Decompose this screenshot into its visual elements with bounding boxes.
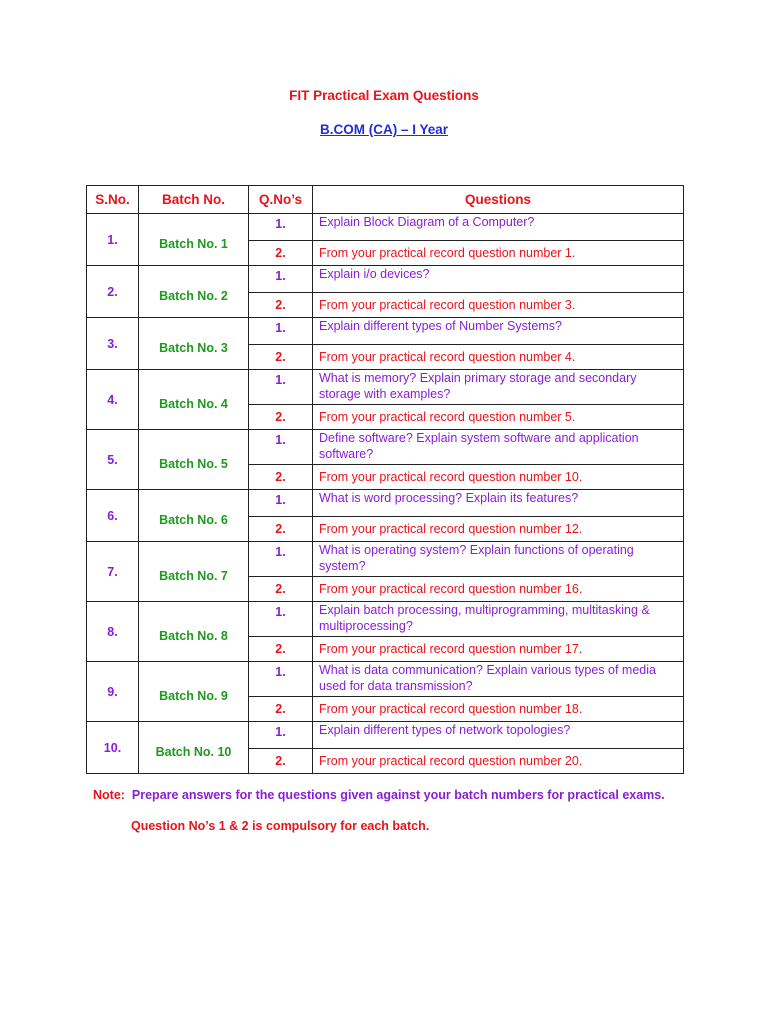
table-row: [87, 490, 684, 517]
question-cell: From your practical record question number 4.: [313, 345, 684, 370]
table-row: [87, 214, 684, 241]
header-questions: Questions: [313, 186, 684, 214]
table-row: [87, 722, 684, 749]
sno-cell: 1.: [87, 214, 139, 266]
question-cell: From your practical record question number 5.: [313, 405, 684, 430]
qno-cell: 2.: [249, 697, 313, 722]
question-cell: From your practical record question number 18.: [313, 697, 684, 722]
question-cell: Explain batch processing, multiprogramming, multitasking & multiprocessing?: [313, 602, 684, 637]
batch-cell: Batch No. 10: [139, 722, 249, 774]
table-row: [87, 542, 684, 577]
question-cell: From your practical record question number 20.: [313, 749, 684, 774]
sno-cell: 5.: [87, 430, 139, 490]
batch-cell: Batch No. 9: [139, 662, 249, 722]
sno-cell: 4.: [87, 370, 139, 430]
sno-cell: 2.: [87, 266, 139, 318]
table-row: [87, 430, 684, 465]
qno-cell: 2.: [249, 749, 313, 774]
qno-cell: 2.: [249, 517, 313, 542]
question-cell: Explain Block Diagram of a Computer?: [313, 214, 684, 241]
note-paragraph: [93, 788, 665, 802]
page-subtitle: B.COM (CA) – I Year: [319, 122, 449, 137]
qno-cell: 1.: [249, 266, 313, 293]
batch-cell: Batch No. 7: [139, 542, 249, 602]
compulsory-note: Question No’s 1 & 2 is compulsory for each batch.: [131, 819, 430, 833]
qno-cell: 1.: [249, 542, 313, 577]
header-qno: Q.No’s: [249, 186, 313, 214]
qno-cell: 1.: [249, 602, 313, 637]
header-sno: S.No.: [87, 186, 139, 214]
question-cell: Define software? Explain system software and application software?: [313, 430, 684, 465]
sno-cell: 10.: [87, 722, 139, 774]
batch-cell: Batch No. 1: [139, 214, 249, 266]
table-row: [87, 602, 684, 637]
table-row: [87, 318, 684, 345]
qno-cell: 1.: [249, 662, 313, 697]
qno-cell: 2.: [249, 637, 313, 662]
sno-cell: 7.: [87, 542, 139, 602]
question-cell: Explain i/o devices?: [313, 266, 684, 293]
sno-cell: 3.: [87, 318, 139, 370]
question-cell: What is word processing? Explain its features?: [313, 490, 684, 517]
qno-cell: 1.: [249, 214, 313, 241]
header-batch: Batch No.: [139, 186, 249, 214]
qno-cell: 1.: [249, 318, 313, 345]
qno-cell: 1.: [249, 490, 313, 517]
table-row: [87, 662, 684, 697]
page-title: FIT Practical Exam Questions: [289, 88, 479, 103]
batch-cell: Batch No. 3: [139, 318, 249, 370]
qno-cell: 2.: [249, 465, 313, 490]
question-cell: From your practical record question number 3.: [313, 293, 684, 318]
sno-cell: 8.: [87, 602, 139, 662]
batch-cell: Batch No. 6: [139, 490, 249, 542]
note-text: Prepare answers for the questions given against your batch numbers for practical exams.: [131, 788, 665, 802]
question-cell: Explain different types of network topologies?: [313, 722, 684, 749]
qno-cell: 1.: [249, 430, 313, 465]
table-row: [87, 370, 684, 405]
qno-cell: 2.: [249, 577, 313, 602]
question-cell: From your practical record question number 16.: [313, 577, 684, 602]
qno-cell: 2.: [249, 405, 313, 430]
qno-cell: 1.: [249, 370, 313, 405]
table-row: [87, 266, 684, 293]
qno-cell: 2.: [249, 345, 313, 370]
question-cell: What is data communication? Explain various types of media used for data transmission?: [313, 662, 684, 697]
question-cell: What is memory? Explain primary storage and secondary storage with examples?: [313, 370, 684, 405]
question-cell: From your practical record question number 17.: [313, 637, 684, 662]
question-cell: From your practical record question number 10.: [313, 465, 684, 490]
question-cell: From your practical record question number 1.: [313, 241, 684, 266]
qno-cell: 2.: [249, 293, 313, 318]
qno-cell: 1.: [249, 722, 313, 749]
sno-cell: 6.: [87, 490, 139, 542]
qno-cell: 2.: [249, 241, 313, 266]
questions-table: [86, 185, 684, 774]
batch-cell: Batch No. 8: [139, 602, 249, 662]
question-cell: From your practical record question number 12.: [313, 517, 684, 542]
table-header-row: [87, 186, 684, 214]
batch-cell: Batch No. 5: [139, 430, 249, 490]
batch-cell: Batch No. 4: [139, 370, 249, 430]
question-cell: What is operating system? Explain functions of operating system?: [313, 542, 684, 577]
sno-cell: 9.: [87, 662, 139, 722]
batch-cell: Batch No. 2: [139, 266, 249, 318]
question-cell: Explain different types of Number Systems?: [313, 318, 684, 345]
note-label: Note:: [93, 788, 125, 802]
